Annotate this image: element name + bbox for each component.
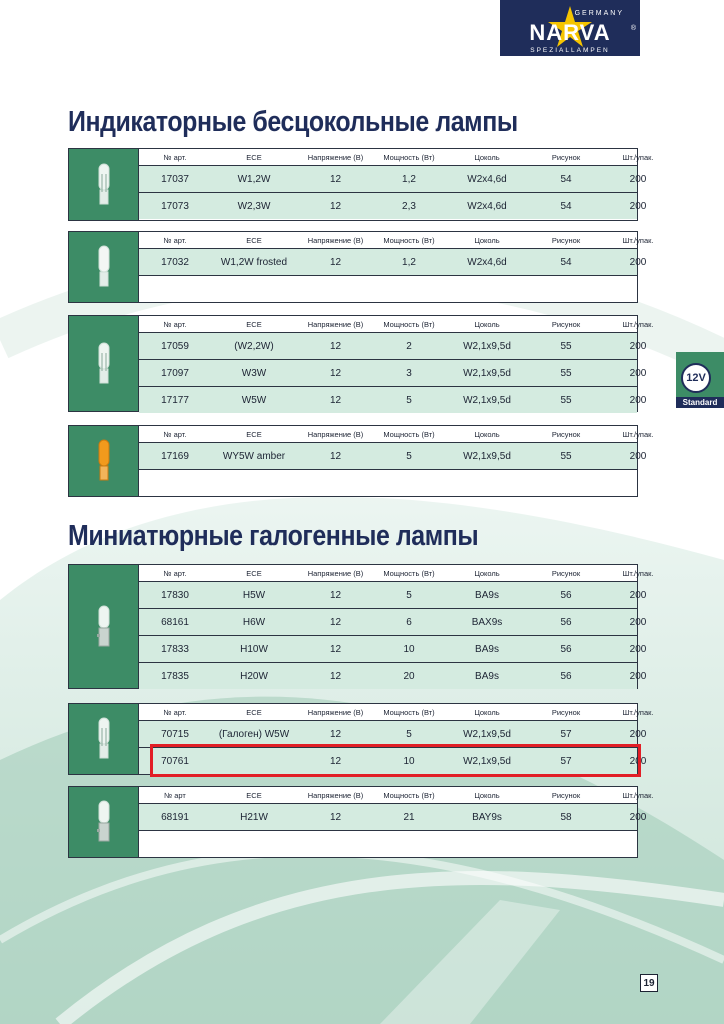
table-row	[139, 193, 647, 219]
table-row	[139, 166, 647, 193]
col-article: № арт.	[163, 319, 187, 329]
cell-pack: 200	[629, 200, 647, 212]
cell-article: 17830	[161, 589, 189, 601]
cell-figure: 54	[560, 173, 572, 185]
table-row	[139, 582, 647, 609]
cell-pack: 200	[629, 755, 647, 767]
cell-pack: 200	[629, 173, 647, 185]
cell-ece: W1,2W	[237, 173, 271, 185]
cell-ece: W2,3W	[237, 200, 271, 212]
cell-article: 17073	[161, 200, 189, 212]
bulb-bayonet-icon	[94, 799, 114, 845]
cell-figure: 58	[560, 811, 572, 823]
cell-voltage: 12	[329, 670, 342, 682]
cell-voltage: 12	[329, 589, 342, 601]
cell-ece: H20W	[240, 670, 268, 682]
col-pack: Шт./упак.	[622, 152, 654, 162]
cell-base: BAX9s	[471, 616, 503, 628]
cell-pack: 200	[629, 340, 647, 352]
table-row	[139, 609, 647, 636]
col-article: № арт.	[163, 707, 187, 717]
bulb-image	[69, 704, 139, 774]
col-article: № арт.	[163, 152, 187, 162]
col-base: Цоколь	[474, 568, 500, 578]
cell-article: 70715	[161, 728, 189, 740]
cell-article: 17833	[161, 643, 189, 655]
cell-base: BA9s	[475, 670, 499, 682]
col-ece: ECE	[246, 707, 262, 717]
cell-article: 17032	[161, 256, 189, 268]
table-header	[139, 787, 654, 804]
cell-figure: 54	[560, 200, 572, 212]
col-figure: Рисунок	[551, 568, 581, 578]
col-figure: Рисунок	[551, 235, 581, 245]
cell-figure: 55	[560, 340, 572, 352]
cell-figure: 56	[560, 616, 572, 628]
table-row	[139, 443, 647, 470]
product-table	[68, 564, 654, 689]
col-figure: Рисунок	[551, 152, 581, 162]
page-number: 19	[640, 974, 658, 992]
col-pack: Шт./упак.	[622, 790, 654, 800]
bulb-image	[69, 787, 139, 857]
cell-power: 5	[406, 728, 412, 740]
cell-pack: 200	[629, 367, 647, 379]
col-figure: Рисунок	[551, 790, 581, 800]
voltage-badge: 12V	[681, 363, 711, 393]
col-base: Цоколь	[474, 790, 500, 800]
cell-power: 1,2	[402, 256, 416, 268]
brand-bottom-text: SPEZIALLAMPEN	[530, 47, 610, 54]
col-ece: ECE	[246, 235, 262, 245]
cell-pack: 200	[629, 450, 647, 462]
bulb-wedge-icon	[94, 341, 114, 387]
col-voltage: Напряжение (В)	[307, 790, 364, 800]
voltage-tab-label: Standard	[676, 397, 724, 408]
col-voltage: Напряжение (В)	[307, 568, 364, 578]
cell-pack: 200	[629, 811, 647, 823]
product-table	[68, 148, 654, 221]
col-pack: Шт./упак.	[622, 235, 654, 245]
col-figure: Рисунок	[551, 707, 581, 717]
table-row	[139, 636, 647, 663]
col-power: Мощность (Вт)	[383, 707, 435, 717]
table-header	[139, 232, 654, 249]
table-header	[139, 426, 654, 443]
cell-base: BAY9s	[472, 811, 502, 823]
cell-voltage: 12	[329, 450, 342, 462]
cell-ece: (W2,2W)	[234, 340, 274, 352]
col-base: Цоколь	[474, 152, 500, 162]
cell-voltage: 12	[329, 728, 342, 740]
cell-base: W2x4,6d	[467, 256, 507, 268]
table-row	[139, 804, 647, 831]
cell-ece: W3W	[241, 367, 267, 379]
brand-reg-mark: ®	[630, 25, 636, 32]
bulb-wedge-icon	[94, 162, 114, 208]
cell-power: 21	[403, 811, 415, 823]
cell-power: 5	[406, 450, 412, 462]
cell-figure: 55	[560, 394, 572, 406]
cell-power: 2	[406, 340, 412, 352]
col-figure: Рисунок	[551, 319, 581, 329]
cell-voltage: 12	[329, 394, 342, 406]
table-row	[139, 663, 647, 689]
col-pack: Шт./упак.	[622, 707, 654, 717]
cell-base: W2,1x9,5d	[463, 728, 511, 740]
bulb-image	[69, 316, 139, 411]
col-ece: ECE	[246, 790, 262, 800]
col-power: Мощность (Вт)	[383, 319, 435, 329]
col-base: Цоколь	[474, 707, 500, 717]
cell-base: W2,1x9,5d	[463, 755, 511, 767]
cell-figure: 55	[560, 450, 572, 462]
col-voltage: Напряжение (В)	[307, 707, 364, 717]
col-power: Мощность (Вт)	[383, 152, 435, 162]
cell-power: 5	[406, 394, 412, 406]
section1-title: Индикаторные бесцокольные лампы	[68, 106, 518, 138]
cell-base: W2,1x9,5d	[463, 367, 511, 379]
cell-power: 1,2	[402, 173, 416, 185]
col-pack: Шт./упак.	[622, 429, 654, 439]
table-row	[139, 333, 647, 360]
col-figure: Рисунок	[551, 429, 581, 439]
cell-pack: 200	[629, 256, 647, 268]
col-base: Цоколь	[474, 429, 500, 439]
section2-title: Миниатюрные галогенные лампы	[68, 520, 479, 552]
cell-power: 2,3	[402, 200, 416, 212]
cell-voltage: 12	[329, 340, 342, 352]
cell-voltage: 12	[329, 755, 342, 767]
cell-power: 5	[406, 589, 412, 601]
bulb-bayonet-icon	[94, 604, 114, 650]
narva-logo	[496, 0, 644, 62]
empty-row	[139, 831, 637, 857]
cell-ece: (Галоген) W5W	[218, 728, 290, 740]
table-header	[139, 704, 654, 721]
col-voltage: Напряжение (В)	[307, 152, 364, 162]
cell-pack: 200	[629, 643, 647, 655]
col-article: № арт.	[163, 568, 187, 578]
col-ece: ECE	[246, 568, 262, 578]
cell-power: 10	[403, 755, 415, 767]
col-ece: ECE	[246, 152, 262, 162]
col-voltage: Напряжение (В)	[307, 429, 364, 439]
cell-voltage: 12	[329, 173, 342, 185]
bulb-wedge-icon	[94, 244, 114, 290]
cell-pack: 200	[629, 728, 647, 740]
col-power: Мощность (Вт)	[383, 568, 435, 578]
brand-name-text: NARVA	[529, 20, 611, 45]
table-row	[139, 249, 647, 276]
col-pack: Шт./упак.	[622, 568, 654, 578]
cell-article: 70761	[161, 755, 189, 767]
cell-base: W2,1x9,5d	[463, 394, 511, 406]
col-pack: Шт./упак.	[622, 319, 654, 329]
bulb-image	[69, 565, 139, 688]
cell-power: 20	[403, 670, 415, 682]
col-ece: ECE	[246, 429, 262, 439]
cell-pack: 200	[629, 394, 647, 406]
bulb-image	[69, 232, 139, 302]
empty-row	[139, 470, 637, 496]
col-ece: ECE	[246, 319, 262, 329]
cell-voltage: 12	[329, 643, 342, 655]
cell-power: 10	[403, 643, 415, 655]
cell-figure: 54	[560, 256, 572, 268]
cell-voltage: 12	[329, 256, 342, 268]
cell-figure: 56	[560, 643, 572, 655]
cell-pack: 200	[629, 670, 647, 682]
table-header	[139, 565, 654, 582]
cell-figure: 55	[560, 367, 572, 379]
cell-ece: H21W	[240, 811, 268, 823]
brand-top-text: GERMANY	[574, 10, 624, 17]
cell-base: W2x4,6d	[467, 173, 507, 185]
col-power: Мощность (Вт)	[383, 235, 435, 245]
col-article: № арт.	[163, 429, 187, 439]
cell-ece: W5W	[241, 394, 267, 406]
cell-pack: 200	[629, 589, 647, 601]
col-article: № арт.	[163, 235, 187, 245]
cell-article: 17097	[161, 367, 189, 379]
cell-base: W2,1x9,5d	[463, 340, 511, 352]
cell-article: 17059	[161, 340, 189, 352]
table-header	[139, 316, 654, 333]
empty-row	[139, 276, 637, 302]
cell-figure: 56	[560, 670, 572, 682]
product-table	[68, 231, 654, 303]
cell-power: 6	[406, 616, 412, 628]
cell-pack: 200	[629, 616, 647, 628]
bulb-image	[69, 426, 139, 496]
cell-ece: H10W	[240, 643, 268, 655]
cell-article: 68161	[161, 616, 189, 628]
col-power: Мощность (Вт)	[383, 790, 435, 800]
cell-base: BA9s	[475, 643, 499, 655]
cell-ece: WY5W amber	[222, 450, 286, 462]
cell-article: 17177	[161, 394, 189, 406]
cell-figure: 56	[560, 589, 572, 601]
cell-ece: W1,2W frosted	[220, 256, 288, 268]
bulb-image	[69, 149, 139, 220]
table-row	[139, 387, 647, 413]
cell-base: W2x4,6d	[467, 200, 507, 212]
bulb-wedge-icon	[94, 716, 114, 762]
cell-ece: H5W	[242, 589, 266, 601]
cell-article: 17835	[161, 670, 189, 682]
cell-base: W2,1x9,5d	[463, 450, 511, 462]
cell-power: 3	[406, 367, 412, 379]
cell-voltage: 12	[329, 811, 342, 823]
product-table	[68, 315, 654, 412]
product-table	[68, 786, 654, 858]
cell-figure: 57	[560, 728, 572, 740]
cell-article: 17169	[161, 450, 189, 462]
col-voltage: Напряжение (В)	[307, 319, 364, 329]
bulb-wedge-amber-icon	[94, 438, 114, 484]
product-table	[68, 425, 654, 497]
cell-voltage: 12	[329, 367, 342, 379]
col-article: № арт	[164, 790, 186, 800]
highlight-box	[150, 744, 641, 777]
cell-article: 17037	[161, 173, 189, 185]
cell-article: 68191	[161, 811, 189, 823]
cell-figure: 57	[560, 755, 572, 767]
col-base: Цоколь	[474, 235, 500, 245]
col-voltage: Напряжение (В)	[307, 235, 364, 245]
col-power: Мощность (Вт)	[383, 429, 435, 439]
cell-base: BA9s	[475, 589, 499, 601]
table-row	[139, 360, 647, 387]
cell-ece: H6W	[242, 616, 266, 628]
col-base: Цоколь	[474, 319, 500, 329]
cell-voltage: 12	[329, 200, 342, 212]
cell-voltage: 12	[329, 616, 342, 628]
table-header	[139, 149, 654, 166]
